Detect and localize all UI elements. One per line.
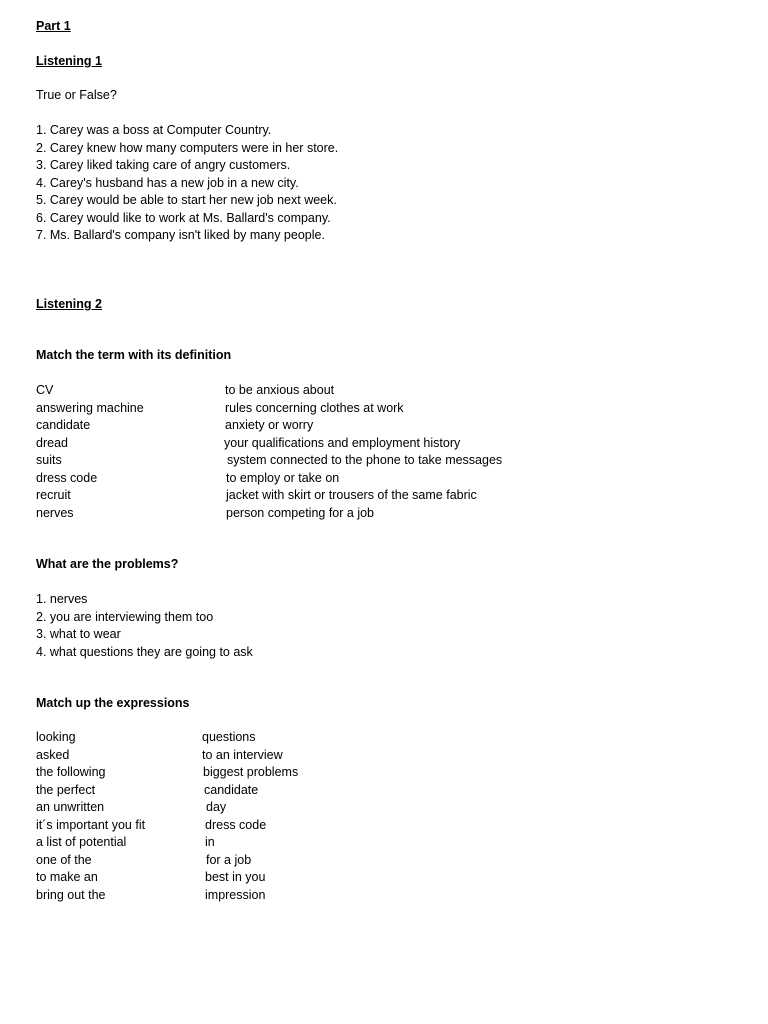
term: recruit xyxy=(36,488,71,502)
expression-end: candidate xyxy=(204,782,259,797)
part-title: Part 1 xyxy=(36,19,71,33)
expression-end: to an interview xyxy=(202,747,283,762)
table-row xyxy=(36,505,736,522)
list-item: 3. Carey liked taking care of angry customers. xyxy=(36,158,291,172)
definition: to be anxious about xyxy=(225,383,335,397)
expression-start: a list of potential xyxy=(36,835,127,849)
table-row xyxy=(36,764,736,781)
match-terms-instruction: Match the term with its definition xyxy=(36,348,232,362)
listening1-instruction: True or False? xyxy=(36,88,117,102)
expression-start: one of the xyxy=(36,852,92,867)
list-item: 6. Carey would like to work at Ms. Ballard's company. xyxy=(36,210,331,225)
expression-end: dress code xyxy=(205,817,267,832)
definition: system connected to the phone to take messages xyxy=(227,453,503,467)
list-item: 5. Carey would be able to start her new job next week. xyxy=(36,193,337,207)
expression-end: best in you xyxy=(205,870,266,884)
expression-end: in xyxy=(205,835,215,849)
definition: person competing for a job xyxy=(226,505,375,520)
list-item: 3. what to wear xyxy=(36,627,121,641)
table-row xyxy=(36,817,736,834)
list-item: 2. Carey knew how many computers were in her store. xyxy=(36,140,339,155)
expression-start: an unwritten xyxy=(36,800,105,814)
table-row xyxy=(36,869,736,886)
list-item: 1. Carey was a boss at Computer Country. xyxy=(36,123,272,137)
expression-end: for a job xyxy=(206,852,252,867)
listening1-heading: Listening 1 xyxy=(36,54,102,68)
table-row xyxy=(36,382,736,399)
expressions-instruction: Match up the expressions xyxy=(36,696,190,710)
expression-end: questions xyxy=(202,730,256,744)
definition: your qualifications and employment history xyxy=(224,435,461,450)
expression-start: bring out the xyxy=(36,887,106,902)
expression-start: the perfect xyxy=(36,782,96,797)
definition: jacket with skirt or trousers of the same fabric xyxy=(226,488,477,502)
definition: to employ or take on xyxy=(226,470,340,485)
table-row xyxy=(36,400,736,417)
table-row xyxy=(36,435,736,452)
table-row xyxy=(36,729,736,746)
table-row xyxy=(36,417,736,434)
list-item: 4. Carey's husband has a new job in a new city. xyxy=(36,175,299,190)
table-row xyxy=(36,852,736,869)
term: nerves xyxy=(36,505,74,520)
table-row xyxy=(36,834,736,851)
listening2-heading: Listening 2 xyxy=(36,297,102,311)
term: dread xyxy=(36,435,68,450)
definition: rules concerning clothes at work xyxy=(225,400,404,415)
table-row xyxy=(36,747,736,764)
term: candidate xyxy=(36,418,91,432)
term: suits xyxy=(36,453,62,467)
expression-start: the following xyxy=(36,765,106,779)
expression-start: to make an xyxy=(36,870,98,884)
table-row xyxy=(36,782,736,799)
expression-start: looking xyxy=(36,730,76,744)
list-item: 2. you are interviewing them too xyxy=(36,609,214,624)
term: CV xyxy=(36,383,54,397)
table-row xyxy=(36,799,736,816)
list-item: 7. Ms. Ballard's company isn't liked by many people. xyxy=(36,228,325,242)
term: dress code xyxy=(36,470,98,485)
definition: anxiety or worry xyxy=(225,418,314,432)
list-item: 1. nerves xyxy=(36,592,88,606)
table-row xyxy=(36,470,736,487)
problems-instruction: What are the problems? xyxy=(36,557,179,571)
table-row xyxy=(36,452,736,469)
list-item: 4. what questions they are going to ask xyxy=(36,644,253,659)
table-row xyxy=(36,487,736,504)
table-row xyxy=(36,887,736,904)
term: answering machine xyxy=(36,400,144,415)
expression-end: biggest problems xyxy=(203,765,299,779)
expression-start: it´s important you fit xyxy=(36,817,146,832)
expression-end: impression xyxy=(205,887,266,902)
expression-start: asked xyxy=(36,747,70,762)
expression-end: day xyxy=(206,800,227,814)
